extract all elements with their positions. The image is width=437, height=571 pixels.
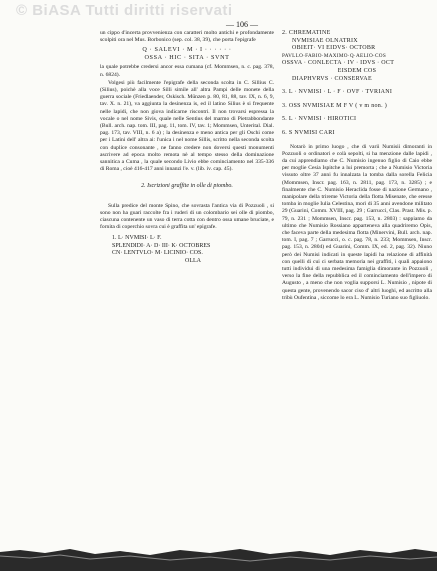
inscription-line: 3. OSS NVMISIAE M F V ( v m non. ) [282, 102, 387, 109]
paragraph: Volgesi più facilmente l'epigrafe della seconda scolta in C. Sillius C. (Silius), poichè alla voce Silli simile all' altra Pampi delle monete della guerra sociale (Friedlaender, Oskisch. Münzen p. 80, 81, 88, tav. IX, n. 6, 9, tav. X. n. 21), va aggiunta la desinenza is, ed il latino Silius è si frequente nelle lapidi, che non giova indicarne riscontri. Il non trovarsi espressa la vocale o nel nome Sivis, quale nelle Sentius del marmo di Pietrabbondante (Bull. arch. nap. tom. III, pag. 11, tom. IV, tav. 1; Mommsen, Unterital. Dial. pag. 173, tav. VIII, n. 6 a) ; la desinenza e meno antica per gli Oschi come per i Latini dell' altra ai: l'unica i nel nome Sillis, scritto nella seconda scolta con duplice consonante , ne fanno credere non doversi questi monumenti ascrivere ad epoca molto remota nè al tempo stesso della dominazione sannitica a Cuma , la quale secondo Livio ebbe cominciamento nel 335-336 di Roma , cioè 416-417 anni innanzi l'e. v. (lib. iv. cap. 45). [100, 79, 274, 173]
inscription-line: 3. L · NVMISI · L · F · OVF · TVRIANI [282, 89, 393, 96]
inscription-line: OLLA [185, 257, 201, 264]
inscription-line: CN· LENTVLO· M· LICINIO· COS. [112, 250, 203, 257]
inscription-line: OSSVA · CONLECTA · IV · IDVS · OCT [282, 60, 395, 67]
paragraph: la quale potrebbe credersi ancor essa cumana (cf. Mommsen, n. c. pag. 378, n. 6824). [100, 64, 274, 78]
inscription-block [100, 235, 274, 265]
right-column [282, 30, 432, 302]
torn-page-edge [0, 546, 437, 571]
watermark: © BiASA Tutti diritti riservati [16, 2, 233, 19]
inscription-line: 6. S NVMISI CARI [282, 129, 335, 136]
inscription-line: OSSA · HIC · SITA · SVNT [144, 54, 230, 62]
inscription-line: PAVLLO·FABIO·MAXIMO·Q·AELIO·COS [282, 52, 387, 59]
left-column [100, 30, 274, 265]
inscription-line: SPLENDIDI· A· D· III· K· OCTOBRES [112, 242, 211, 249]
paragraph: un cippo d'incerta provvenienza con caratteri molto antichi e profondamente scolpiti ora nel Mus. Borbonico (sep. col. 38, 39), che porta l'epigrafe [100, 30, 274, 44]
inscription-line: NVMISIAE OLNATRIX [292, 37, 358, 44]
inscription-line: DIAPHVRVS · CONSERVAE [292, 75, 372, 82]
section-title: 2. Iscrizioni graffite in olle di piombo. [141, 183, 233, 190]
page-number: — 106 — [226, 20, 258, 29]
paragraph: Notarò in primo luogo , che di varii Numisii dimoranti in Pozzuoli o ordinatori e colà sepolti, si ha menzione dalle lapidi , da cui apprendiamo che C. Numisio ingenuo figlio di Caio ebbe per moglie Cesia Ispitche a lui premorta ; che a Numisio Victoria vissuto oltre 37 anni fu innalzata la tomba dalla sorella Felicia (Mommsen, Inscr. pag. 163, n. 2811, pag. 173, n. 3285) ; e finalmente che C. Numisio Heraclida fosse di nazione Germano , manipolare della trireme Victoria della flotta Misenate, che eresse tomba in moglie Iulia Celestina, morì di 35 anni avendone militato 29 (Guarini, Comm. XVIII, pag. 29 ; Garrucci, Clas. Prast. Mis. p. 79, n. 231 ; Mommsen, Inscr. pag. 153, n. 2803) : sappiamo da ultimo che Numisio Rossiano apparteneva alla quadriremo Opis, che faceva parte della medesima flotta (Minervini, Bull. arch. nap. tom. I, pag. 7 ; Garrucci, o. c. pag. 78, n. 233; Mommsen, Inscr. pag. 153, n. 2804) ed Guarini, Comm. IX, ed. 2, pag. 32). Niuno però dei Numisi indicati in queste lapidi ha relazione di affinità con quelli di cui ci serbata memoria nei graffiti, i quali appaiono tutti individui di una medesima famiglia dimorante in Pozzuoli , verso la fine della repubblica ed il cominciamento dell'impero di Augusto , a meno che non voglia supporsi L. Numisio , nipote di questa gente, provenendo sacor ciso d' altri luoghi, ed ascritto alla tribù Oufentina , siccome lo era L. Numisio Turiano suo figliuolo. [282, 143, 432, 301]
paragraph: Sulla predice del monte Spino, che sovrasta l'antica via di Pozzuoli , si sono non ha guari raccolte fra i ruderi di un colombario sei olle di piombo, ciascuna contenente un vaso di terra cotta con dentro ossa umane bruciate, e fornita di coperchio sovra cui è graffita un' epigrafe. [100, 202, 274, 231]
inscription-block [100, 46, 274, 62]
inscription-line: EISDEM COS [337, 67, 377, 74]
inscription-line: 2. CHREMATINE [282, 30, 331, 36]
inscription-line: Q · SALEVI · M · I · · · · · · [142, 46, 232, 54]
inscription-line: 1. L· NVMISI· L· F. [112, 235, 162, 242]
inscription-line: 5. L · NVMISI · HIROTICI [282, 116, 357, 123]
inscription-line: OBIEIT· VI EIDVS· OCTOBR [292, 45, 376, 52]
